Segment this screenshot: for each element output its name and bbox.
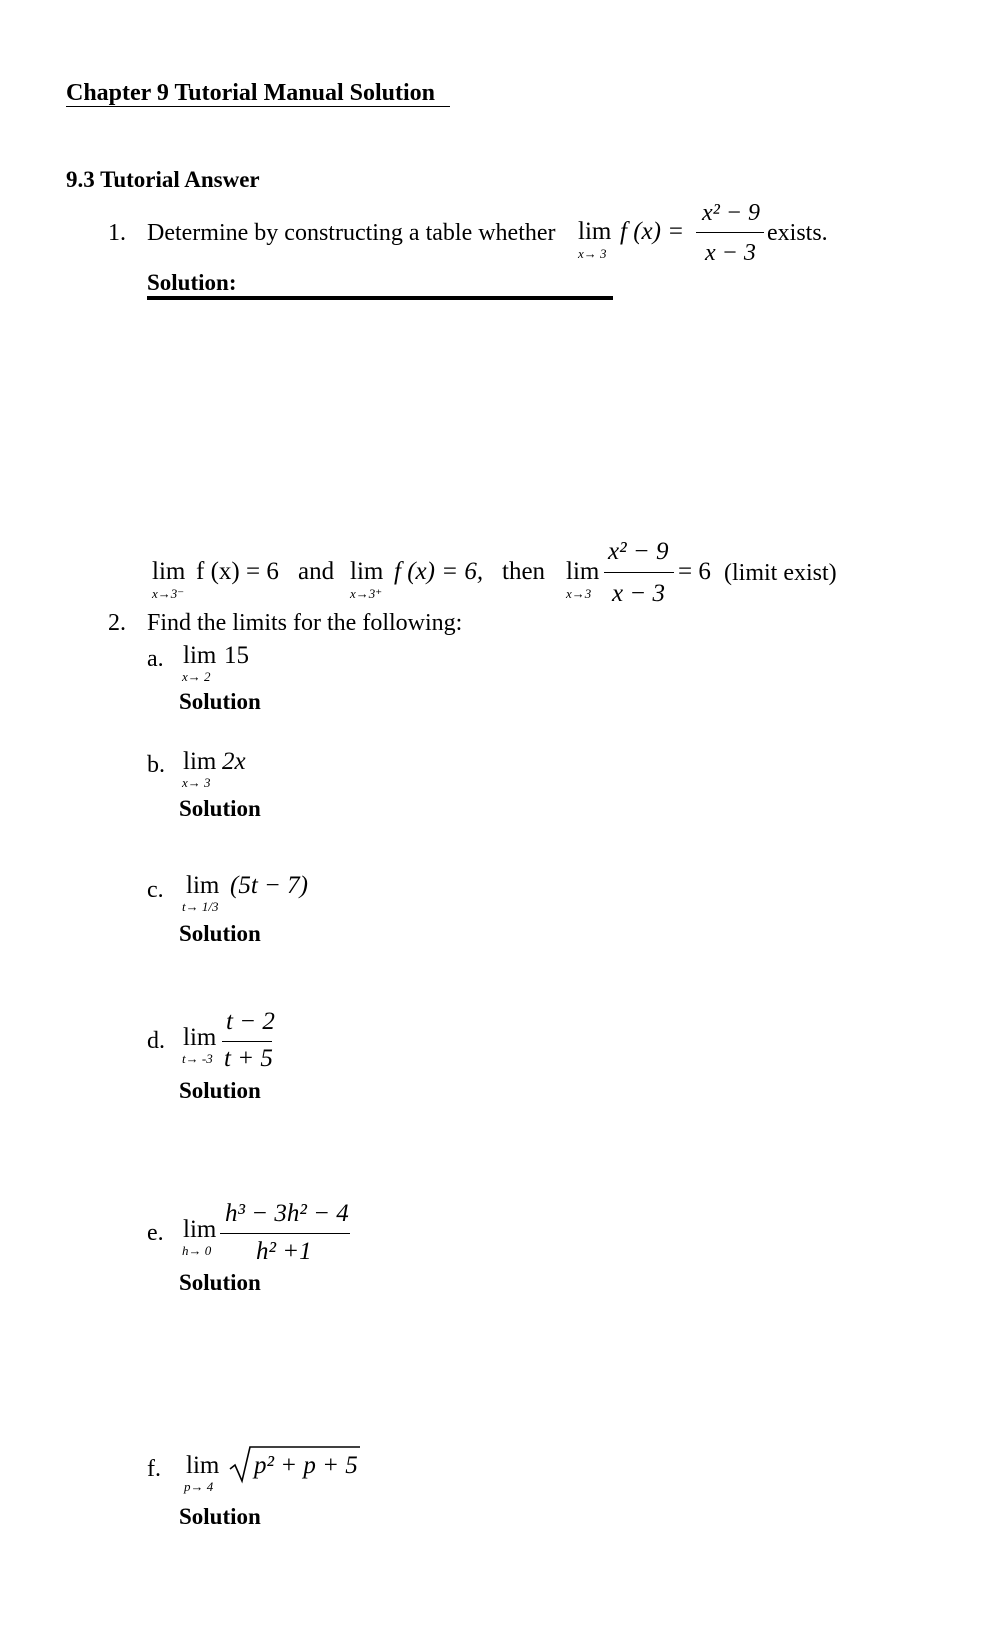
q1-number: 1. [108, 220, 126, 246]
part-solution-label: Solution [179, 689, 261, 714]
q1-text: Determine by constructing a table whether [147, 220, 556, 246]
part-expression: 15 [224, 642, 249, 669]
part-lim-sub: x→ 3 [182, 775, 211, 790]
part-solution-label: Solution [179, 796, 261, 821]
part-solution-label: Solution [179, 1078, 261, 1103]
part-lim-sub: h→ 0 [182, 1243, 212, 1258]
part-label: a. [147, 646, 164, 672]
part-lim-sub: x→ 2 [182, 669, 211, 684]
conclusion-expr-2: f (x) = 6, [394, 558, 484, 585]
part-lim: lim [186, 1452, 220, 1479]
part-label: d. [147, 1028, 165, 1054]
part-denominator: t + 5 [224, 1045, 273, 1072]
q2-number: 2. [108, 610, 126, 636]
part-label: f. [147, 1456, 161, 1482]
part-fraction-bar [222, 1041, 272, 1042]
q1-lim: lim [578, 218, 612, 245]
part-lim: lim [186, 872, 220, 899]
q1-denominator: x − 3 [705, 240, 756, 266]
title-underline [66, 106, 450, 107]
part-label: e. [147, 1220, 164, 1246]
part-lim: lim [183, 1024, 217, 1051]
page-title: Chapter 9 Tutorial Manual Solution [66, 80, 435, 106]
solution-rule [147, 296, 613, 300]
part-denominator: h² +1 [256, 1238, 312, 1265]
conclusion-lim-1: lim [152, 558, 186, 585]
part-label: b. [147, 752, 165, 778]
conclusion-sub-3: x→3 [566, 586, 592, 601]
part-lim-sub: p→ 4 [184, 1479, 214, 1494]
part-solution-label: Solution [179, 1270, 261, 1295]
conclusion-then: then [502, 558, 546, 585]
part-lim: lim [183, 748, 217, 775]
q1-lim-sub: x→ 3 [578, 246, 607, 261]
part-lim: lim [183, 1216, 217, 1243]
part-lim-sub: t→ -3 [182, 1051, 213, 1066]
q2-text: Find the limits for the following: [147, 610, 463, 636]
part-solution-label: Solution [179, 921, 261, 946]
part-numerator: t − 2 [226, 1008, 275, 1035]
part-numerator: h³ − 3h² − 4 [225, 1200, 349, 1227]
q1-numerator: x² − 9 [702, 200, 761, 226]
conclusion-expr-1: f (x) = 6 [196, 558, 279, 585]
conclusion-note: (limit exist) [724, 560, 837, 586]
conclusion-and: and [298, 558, 335, 585]
part-expression: (5t − 7) [230, 872, 308, 899]
conclusion-result: = 6 [678, 558, 711, 585]
conclusion-sub-1: x→3⁻ [152, 586, 185, 601]
part-fraction-bar [220, 1233, 350, 1234]
conclusion-denominator: x − 3 [612, 580, 665, 607]
conclusion-lim-3: lim [566, 558, 600, 585]
part-lim-sub: t→ 1/3 [182, 899, 219, 914]
q1-solution-label: Solution: [147, 270, 237, 295]
part-label: c. [147, 877, 164, 903]
conclusion-sub-2: x→3⁺ [350, 586, 383, 601]
part-radicand: p² + p + 5 [254, 1452, 358, 1479]
section-heading: 9.3 Tutorial Answer [66, 167, 260, 192]
q1-fraction-bar [696, 232, 764, 233]
conclusion-numerator: x² − 9 [608, 538, 669, 565]
q1-exists: exists. [767, 220, 828, 246]
conclusion-fraction-bar [604, 572, 674, 573]
q1-fx: f (x) = [620, 218, 685, 245]
conclusion-lim-2: lim [350, 558, 384, 585]
part-lim: lim [183, 642, 217, 669]
part-solution-label: Solution [179, 1504, 261, 1529]
part-expression: 2x [222, 748, 246, 775]
